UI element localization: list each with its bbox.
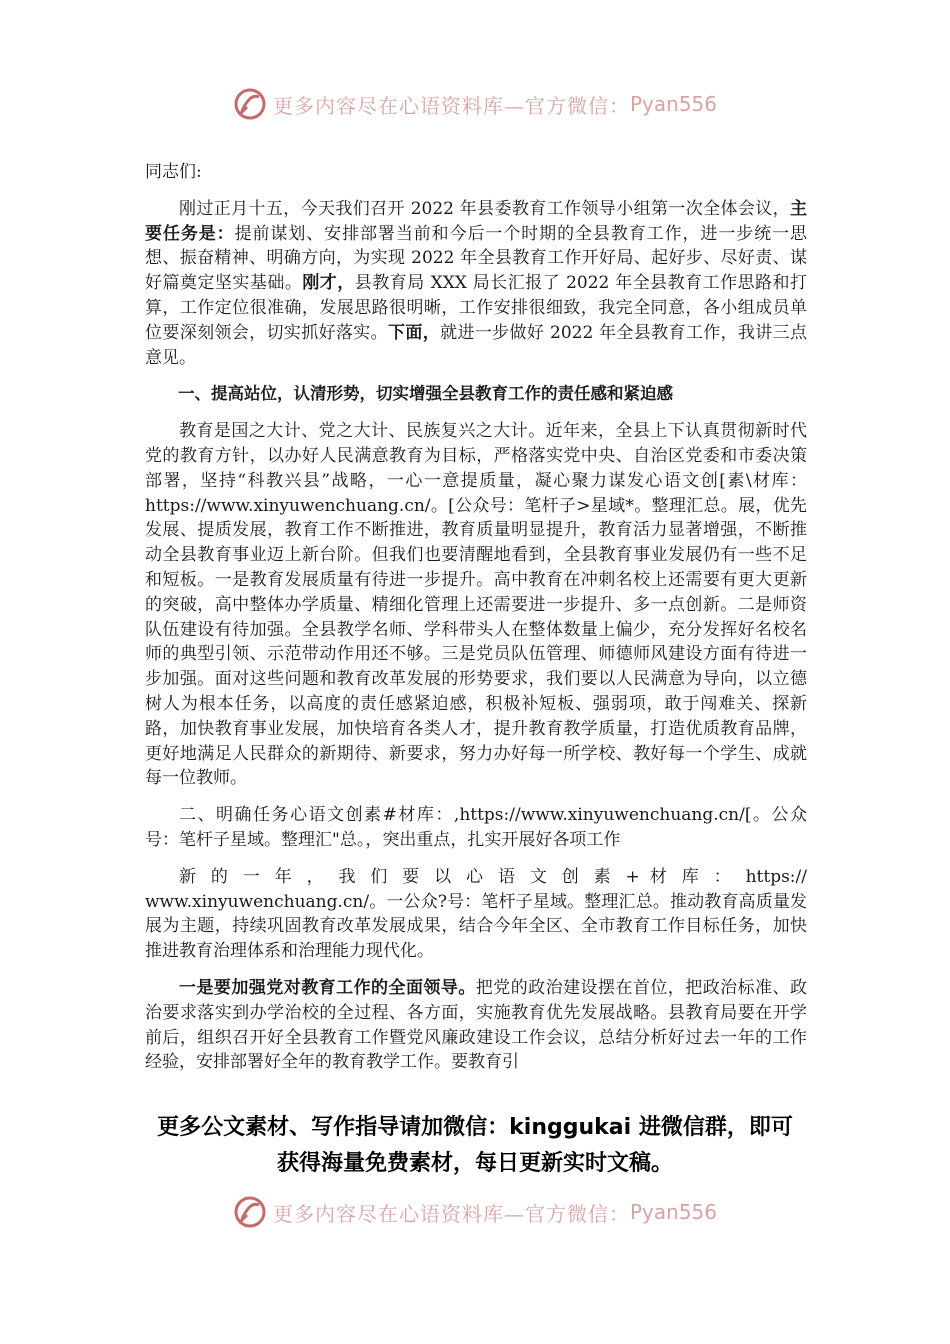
watermark-handle: Pyan556 — [629, 1200, 717, 1224]
watermark-footer — [0, 1192, 950, 1232]
logo-icon — [233, 1195, 267, 1229]
promo-line-2: 获得海量免费素材，每日更新实时文稿。 — [276, 1151, 673, 1176]
section-heading-2: 二、明确任务心语文创素#材库：,https://www.xinyuwenchuang.cn/[。公众号：笔杆子星域。整理汇"总。，突出重点，扎实开展好各项工作 — [145, 805, 807, 850]
document-body — [145, 160, 807, 1075]
paragraph-leadership: 一是要加强党对教育工作的全面领导。把党的政治建设摆在首位，把政治标准、政治要求落实到办学治校的全过程、各方面，实施教育优先发展战略。县教育局要在开学前后，组织召开好全县教育工作暨党风廉政建设工作会议，总结分析好过去一年的工作经验，安排部署好全年的教育教学工作。要教育引 — [145, 977, 808, 1073]
paragraph-tasks-line1: 新 的 一 年 ， 我 们 要 以 心 语 文 创 素 + 材 库 ： https:// — [179, 866, 807, 887]
promo-banner — [0, 1110, 950, 1182]
watermark-text: 更多内容尽在心语资料库—官方微信： — [272, 1201, 630, 1226]
logo-icon — [233, 87, 267, 121]
section-heading-1: 一、提高站位，认清形势，切实增强全县教育工作的责任感和紧迫感 — [178, 384, 673, 404]
watermark-text: 更多内容尽在心语资料库—官方微信： — [272, 93, 630, 118]
paragraph-situation: 教育是国之大计、党之大计、民族复兴之大计。近年来，全县上下认真贯彻新时代党的教育方针，以办好人民满意教育为目标，严格落实党中央、自治区党委和市委决策部署，坚持“科教兴县”战略，一心一意提质量，凝心聚力谋发心语文创[素\材库：https://www.xinyuwenchuang.cn/。[公众号：笔杆子>星域*。整理汇总。展，优先发展、提质发展，教育工作不断推进，教育质量明显提升，教育活力显著增强，不断推动全县教育事业迈上新台阶。但我们也要清醒地看到，全县教育事业发展仍有一些不足和短板。一是教育发展质量有待进一步提升。高中教育在冲刺名校上还需要有更大更新的突破，高中整体办学质量、精细化管理上还需要进一步提升、多一点创新。二是师资队伍建设有待加强。全县教学名师、学科带头人在整体数量上偏少，充分发挥好名校名师的典型引领、示范带动作用还不够。三是党员队伍管理、师德师风建设方面有待进一步加强。面对这些问题和教育改革发展的形势要求，我们要以人民满意为导向，以立德树人为根本任务，以高度的责任感紧迫感，积极补短板、强弱项，敢于闯难关、探新路，加快教育事业发展，加快培育各类人才，提升教育教学质量，打造优质教育品牌，更好地满足人民群众的新期待、新要求，努力办好每一所学校、教好每一个学生、成就每一位教师。 — [145, 421, 807, 789]
promo-line-1: 更多公文素材、写作指导请加微信：kinggukai 进微信群，即可 — [157, 1115, 793, 1140]
paragraph-intro: 刚过正月十五，今天我们召开 2022 年县委教育工作领导小组第一次全体会议，主要任务是：提前谋划、安排部署当前和今后一个时期的全县教育工作，进一步统一思想、振奋精神、明确方向，为实现 2022 年全县教育工作开好局、起好步、尽好责、谋好篇奠定坚实基础。刚才，县教育局 XXX 局长汇报了 2022 年全县教育工作思路和打算，工作定位很准确，发展思路很明晰，工作安排很细致，我完全同意，各小组成员单位要深刻领会，切实抓好落实。下面，就进一步做好 2022 年全县教育工作，我讲三点意见。 — [145, 198, 808, 368]
watermark-header — [0, 84, 950, 124]
watermark-handle: Pyan556 — [629, 92, 717, 116]
paragraph-tasks: www.xinyuwenchuang.cn/。一公众?号：笔杆子星域。整理汇总。推动教育高质量发展为主题，持续巩固教育改革发展成果，结合今年全区、全市教育工作目标任务，加快推进教育治理体系和治理能力现代化。 — [145, 891, 807, 962]
greeting: 同志们: — [145, 162, 202, 182]
